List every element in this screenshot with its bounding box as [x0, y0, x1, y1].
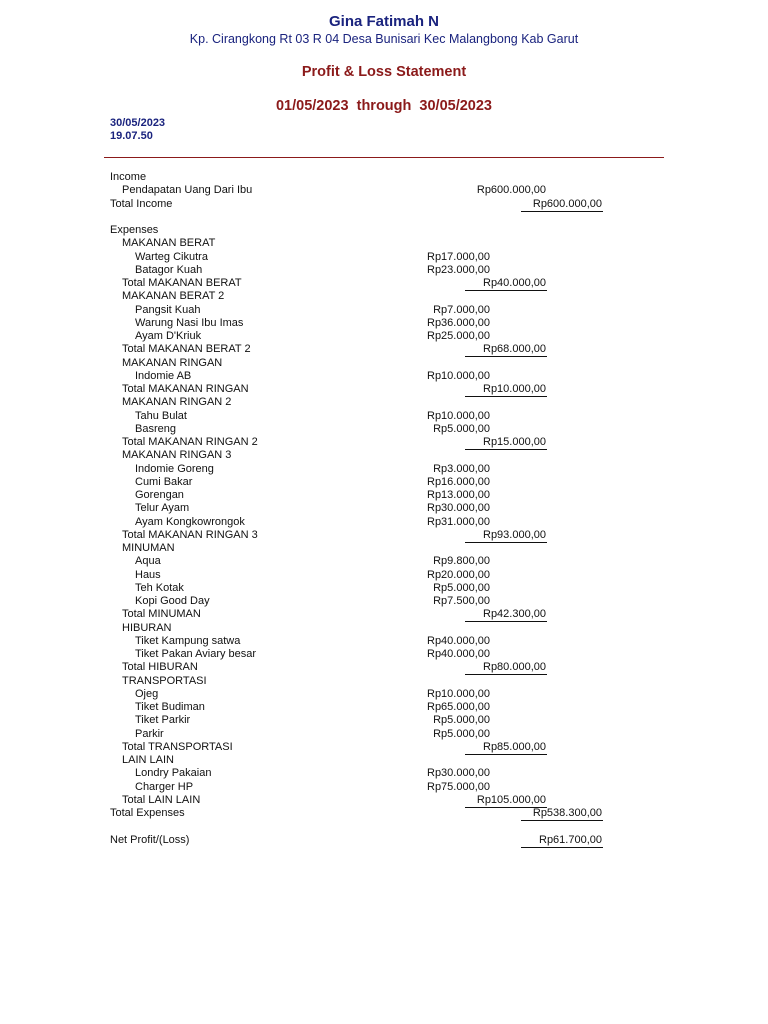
statement-row [0, 303, 768, 317]
row-amount: Rp30.000,00 [427, 502, 490, 515]
row-amount: Rp40.000,00 [427, 634, 490, 647]
row-label: Ayam D'Kriuk [135, 330, 202, 342]
statement-row [0, 780, 768, 794]
row-amount: Rp15.000,00 [483, 436, 546, 448]
report-date-range: 01/05/2023 through 30/05/2023 [275, 98, 492, 114]
statement-row [0, 568, 768, 582]
row-label: LAIN LAIN [122, 754, 174, 766]
row-label: Haus [135, 568, 161, 581]
statement-row [0, 713, 768, 727]
statement-row [0, 833, 768, 847]
statement-heading-row [0, 210, 768, 224]
statement-heading-row [0, 223, 768, 237]
row-amount: Rp5.000,00 [433, 714, 490, 727]
statement-heading-row [0, 356, 768, 370]
row-label: Indomie AB [135, 369, 192, 382]
statement-row [0, 594, 768, 608]
row-label: MINUMAN [122, 542, 175, 554]
row-label: Total MAKANAN BERAT 2 [122, 343, 251, 356]
row-amount: Rp600.000,00 [476, 184, 546, 197]
row-amount: Rp5.000,00 [433, 727, 490, 740]
row-label: Total MAKANAN BERAT [122, 277, 242, 289]
statement-heading-row [0, 819, 768, 833]
statement-row [0, 316, 768, 330]
row-label: Tahu Bulat [135, 409, 187, 422]
row-label: MAKANAN BERAT 2 [122, 290, 225, 303]
statement-row [0, 183, 768, 197]
row-label: Total MAKANAN RINGAN [122, 383, 249, 395]
row-label: MAKANAN RINGAN 3 [122, 449, 232, 462]
row-amount: Rp75.000,00 [427, 780, 490, 793]
statement-heading-row [0, 753, 768, 767]
statement-row [0, 806, 768, 820]
statement-row [0, 607, 768, 621]
row-label: Telur Ayam [135, 502, 190, 515]
row-amount: Rp31.000,00 [427, 515, 490, 528]
statement-row [0, 263, 768, 277]
statement-row [0, 515, 768, 529]
row-label: Charger HP [135, 780, 194, 793]
row-label: Ojeg [135, 687, 159, 700]
row-label: Warteg Cikutra [135, 250, 208, 263]
row-label: MAKANAN BERAT [122, 237, 216, 250]
row-amount: Rp10.000,00 [483, 383, 546, 395]
statement-heading-row [0, 674, 768, 688]
statement-row [0, 462, 768, 476]
row-label: Total MAKANAN RINGAN 2 [122, 436, 258, 448]
row-label: HIBURAN [122, 621, 172, 634]
row-label: Kopi Good Day [135, 595, 210, 607]
statement-row [0, 435, 768, 449]
statement-row [0, 409, 768, 423]
row-amount: Rp17.000,00 [427, 250, 490, 263]
row-amount: Rp16.000,00 [427, 475, 490, 488]
statement-row [0, 700, 768, 714]
row-amount: Rp600.000,00 [532, 197, 602, 210]
row-amount: Rp538.300,00 [532, 807, 602, 819]
row-amount: Rp5.000,00 [433, 581, 490, 594]
statement-heading-row [0, 289, 768, 303]
row-label: Aqua [135, 555, 161, 568]
row-label: Cumi Bakar [135, 475, 193, 488]
row-label: Indomie Goreng [135, 462, 214, 475]
statement-row [0, 250, 768, 264]
row-label: Tiket Pakan Aviary besar [135, 648, 257, 660]
statement-row [0, 197, 768, 211]
statement-row [0, 369, 768, 383]
row-label: Net Profit/(Loss) [110, 833, 190, 846]
row-amount: Rp36.000,00 [427, 316, 490, 329]
row-label: Tiket Parkir [135, 714, 191, 727]
row-amount: Rp105.000,00 [476, 793, 546, 806]
statement-heading-row [0, 448, 768, 462]
row-label: Income [110, 171, 147, 183]
row-amount: Rp65.000,00 [427, 701, 490, 713]
row-amount: Rp42.300,00 [483, 608, 546, 621]
statement-row [0, 727, 768, 741]
row-label: Total MAKANAN RINGAN 3 [122, 528, 258, 541]
statement-row [0, 475, 768, 489]
statement-row [0, 793, 768, 807]
row-amount: Rp10.000,00 [427, 409, 490, 422]
row-amount: Rp40.000,00 [427, 648, 490, 660]
statement-row [0, 382, 768, 396]
row-amount: Rp10.000,00 [427, 369, 490, 382]
statement-row [0, 422, 768, 436]
statement-row [0, 276, 768, 290]
row-amount: Rp7.000,00 [433, 303, 490, 316]
statement-row [0, 634, 768, 648]
row-amount: Rp25.000,00 [427, 330, 490, 342]
print-time: 19.07.50 [110, 130, 153, 142]
row-label: Warung Nasi Ibu Imas [135, 316, 244, 329]
statement-row [0, 554, 768, 568]
company-name: Gina Fatimah N [328, 13, 440, 30]
row-label: Teh Kotak [135, 581, 184, 594]
company-address: Kp. Cirangkong Rt 03 R 04 Desa Bunisari Kec Malangbong Kab Garut [189, 32, 579, 46]
row-label: Total Expenses [110, 807, 185, 819]
statement-row [0, 660, 768, 674]
row-label: Expenses [110, 224, 159, 236]
statement-row [0, 687, 768, 701]
row-label: Total LAIN LAIN [122, 793, 201, 806]
statement-heading-row [0, 621, 768, 635]
row-label: MAKANAN RINGAN 2 [122, 396, 232, 409]
row-amount: Rp68.000,00 [483, 343, 546, 356]
statement-heading-row [0, 236, 768, 250]
statement-row [0, 528, 768, 542]
report-title: Profit & Loss Statement [301, 64, 467, 80]
row-label: Basreng [135, 422, 176, 435]
statement-row [0, 488, 768, 502]
row-label: Gorengan [135, 489, 184, 501]
row-label: Ayam Kongkowrongok [135, 515, 245, 528]
statement-row [0, 581, 768, 595]
statement-row [0, 647, 768, 661]
row-amount: Rp10.000,00 [427, 687, 490, 700]
row-amount: Rp93.000,00 [483, 528, 546, 541]
row-label: TRANSPORTASI [122, 674, 207, 687]
row-amount: Rp85.000,00 [483, 740, 546, 753]
row-amount: Rp20.000,00 [427, 568, 490, 581]
row-label: Londry Pakaian [135, 767, 212, 780]
row-label: Parkir [135, 727, 164, 740]
row-label: Tiket Kampung satwa [135, 634, 241, 647]
statement-row [0, 329, 768, 343]
statement-heading-row [0, 395, 768, 409]
print-date: 30/05/2023 [110, 117, 166, 129]
row-amount: Rp9.800,00 [433, 555, 490, 568]
row-amount: Rp7.500,00 [433, 595, 490, 607]
row-label: Total MINUMAN [122, 608, 201, 621]
row-amount: Rp5.000,00 [433, 422, 490, 435]
statement-row [0, 342, 768, 356]
row-label: Pangsit Kuah [135, 303, 201, 316]
row-amount: Rp23.000,00 [427, 263, 490, 276]
statement-row [0, 740, 768, 754]
row-amount: Rp40.000,00 [483, 277, 546, 289]
row-amount: Rp30.000,00 [427, 767, 490, 780]
row-label: Total Income [110, 197, 173, 210]
row-label: Tiket Budiman [135, 701, 205, 713]
statement-heading-row [0, 541, 768, 555]
row-amount: Rp61.700,00 [539, 833, 602, 846]
row-label: Batagor Kuah [135, 263, 203, 276]
row-label: Total TRANSPORTASI [122, 740, 233, 753]
statement-row [0, 501, 768, 515]
row-label: Pendapatan Uang Dari Ibu [122, 184, 253, 197]
row-label: MAKANAN RINGAN [122, 356, 223, 369]
row-label: Total HIBURAN [122, 661, 198, 674]
row-amount: Rp13.000,00 [427, 489, 490, 501]
total-underline [521, 847, 603, 848]
statement-heading-row [0, 170, 768, 184]
row-amount: Rp80.000,00 [483, 661, 546, 674]
statement-row [0, 766, 768, 780]
row-amount: Rp3.000,00 [433, 462, 490, 475]
